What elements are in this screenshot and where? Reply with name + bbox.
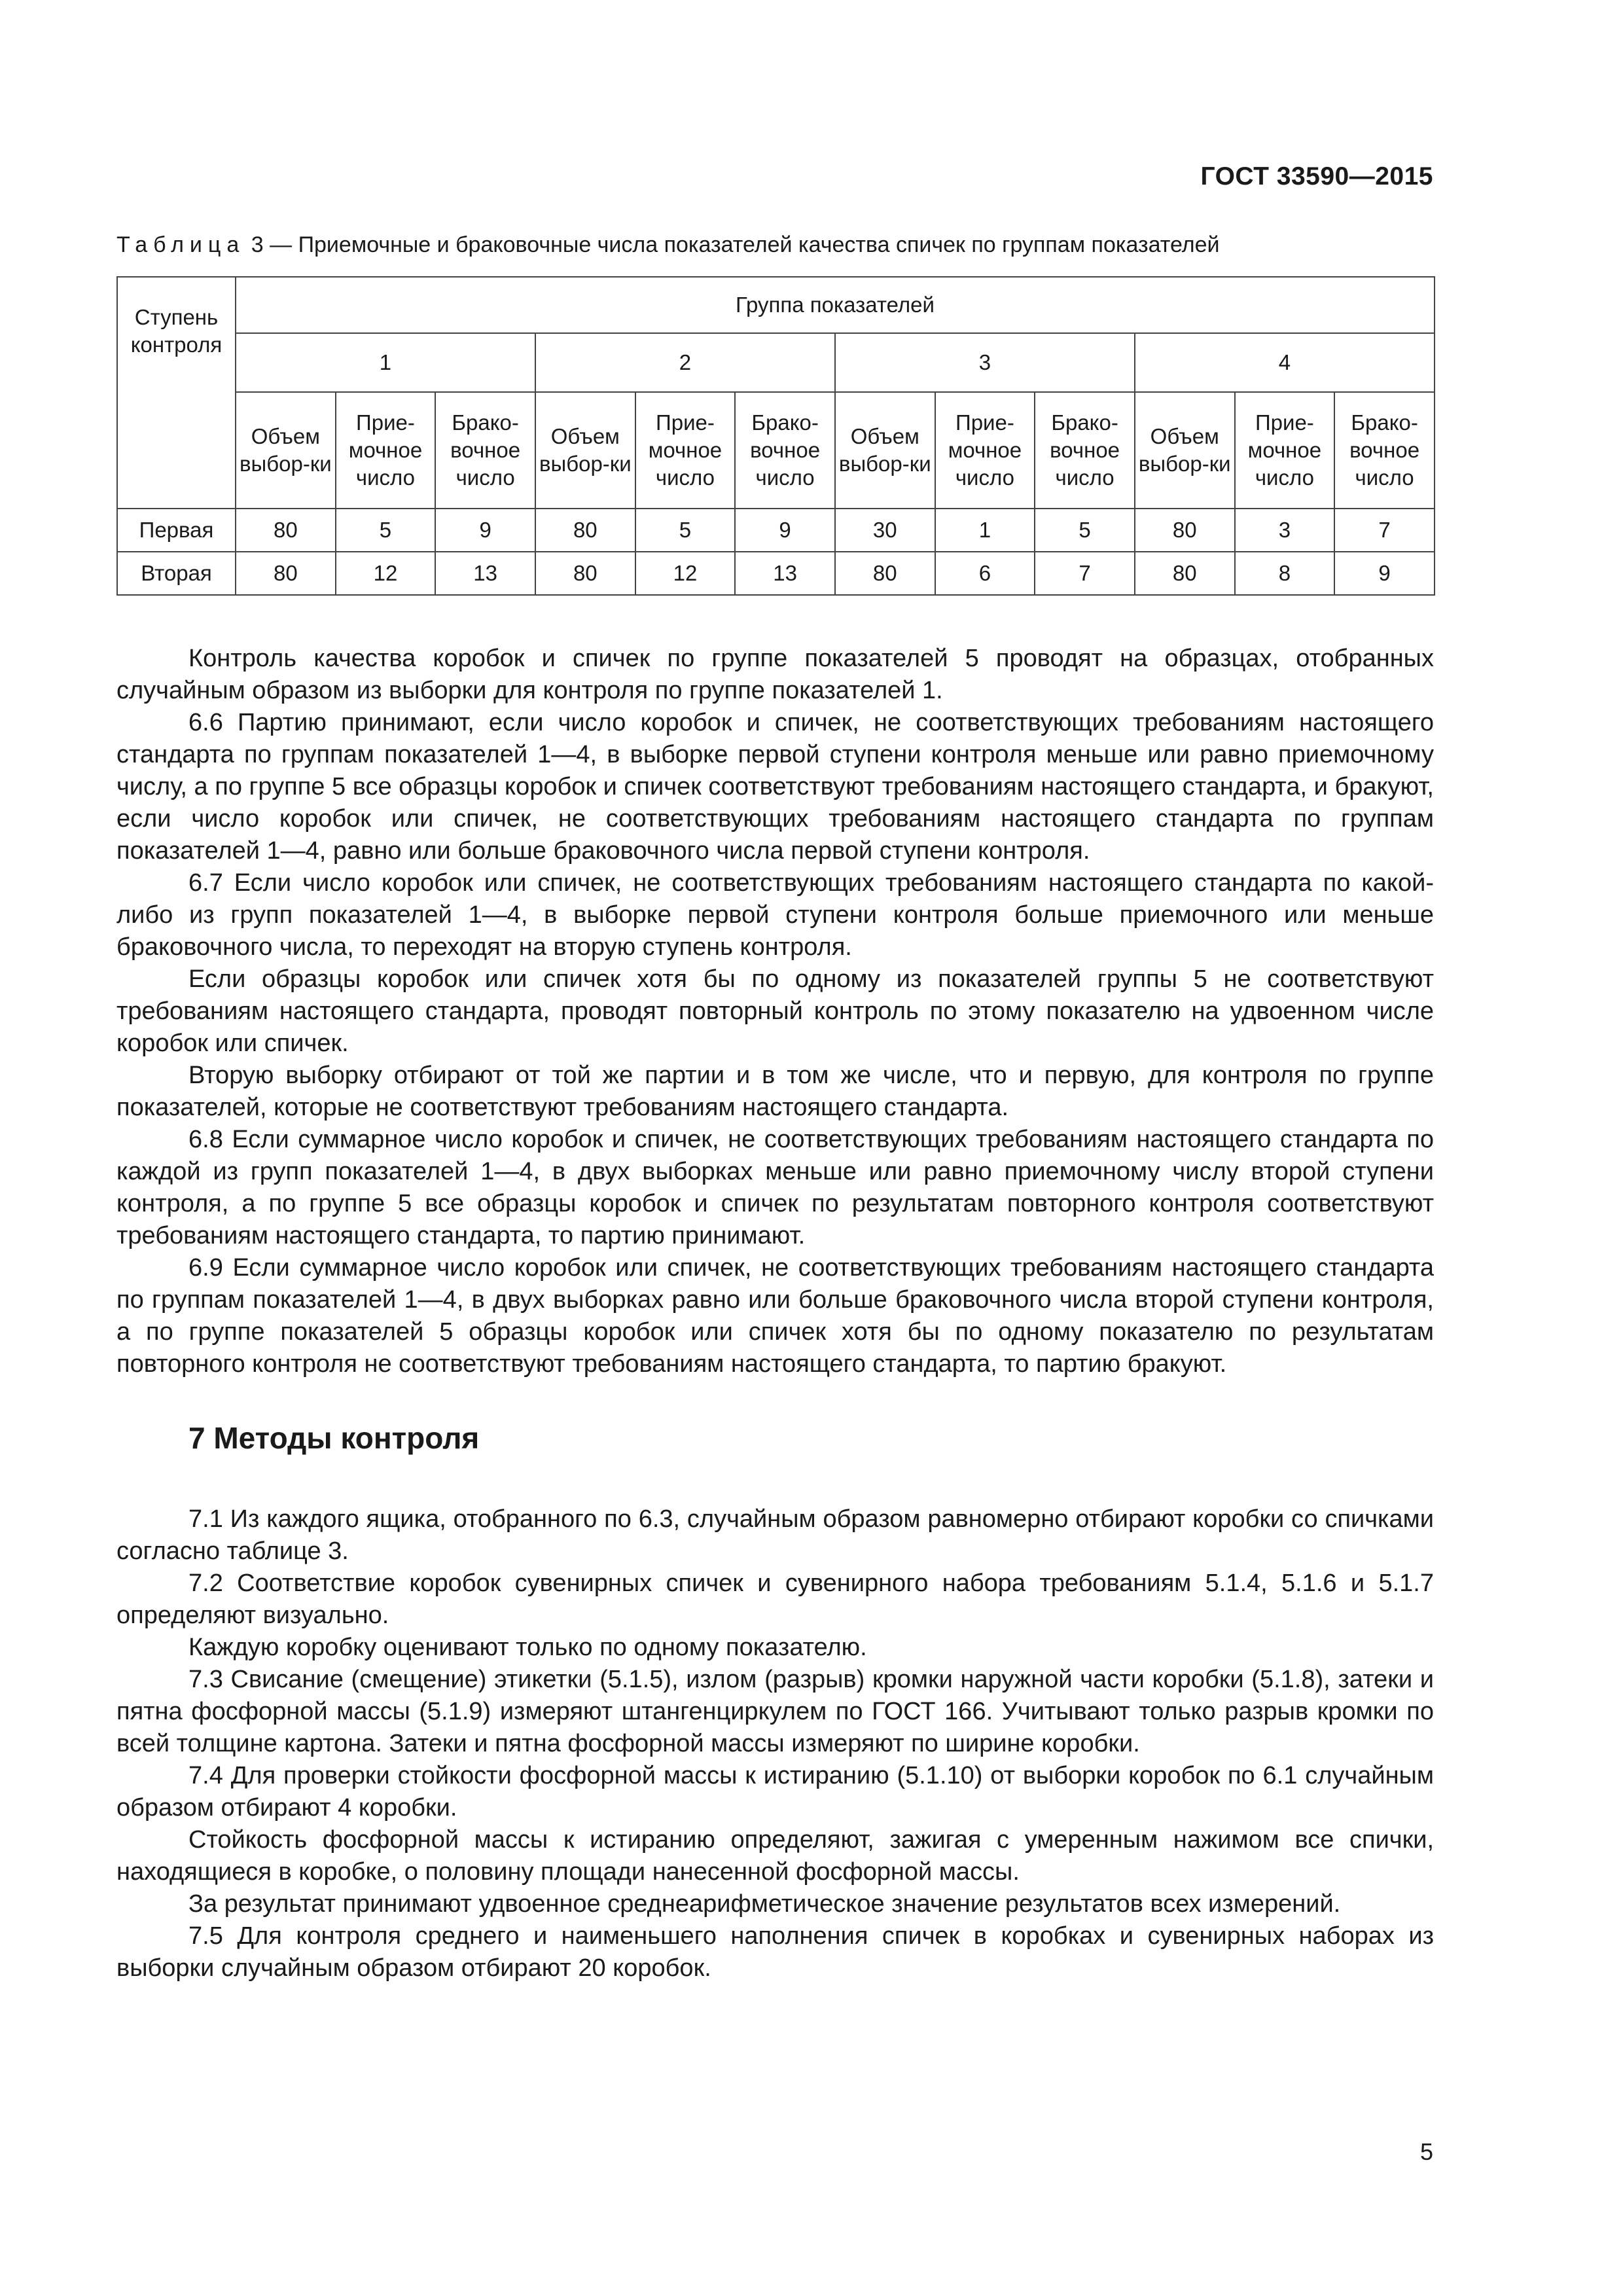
subheader-rejection-number: Брако-вочное число bbox=[735, 392, 835, 509]
group-number: 4 bbox=[1135, 333, 1435, 392]
subheader-rejection-number: Брако-вочное число bbox=[1334, 392, 1435, 509]
table-cell: 1 bbox=[935, 509, 1035, 552]
table-cell: 30 bbox=[835, 509, 935, 552]
group-number: 3 bbox=[835, 333, 1135, 392]
paragraph: Контроль качества коробок и спичек по группе показателей 5 проводят на образцах, отобранных случайным образом из выборки для контроля по группе показателей 1. bbox=[116, 645, 1434, 704]
paragraph-6-8: 6.8 Если суммарное число коробок и спичек, не соответствующих требованиям настоящего стандарта по каждой из групп показателей 1—4, в двух выборках меньше или равно приемочному числу второй ступени контроля, а по группе 5 все образцы коробок и спичек по результатам повторного контроля соответствуют требованиям настоящего стандарта, то партию принимают. bbox=[116, 1126, 1434, 1249]
paragraph: За результат принимают удвоенное среднеарифметическое значение результатов всех измерений. bbox=[188, 1890, 1341, 1918]
subheader-acceptance-number: Прие-мочное число bbox=[336, 392, 436, 509]
table-cell: 80 bbox=[835, 552, 935, 595]
table-row bbox=[117, 509, 1435, 552]
table-cell: 6 bbox=[935, 552, 1035, 595]
table-cell: 12 bbox=[336, 552, 436, 595]
table-cell: 13 bbox=[435, 552, 535, 595]
stage-cell: Вторая bbox=[117, 552, 236, 595]
subheader-sample-size: Объем выбор-ки bbox=[535, 392, 635, 509]
table-cell: 9 bbox=[1334, 552, 1435, 595]
group-number: 2 bbox=[535, 333, 835, 392]
body-text bbox=[116, 643, 1434, 1984]
table-cell: 80 bbox=[236, 509, 336, 552]
subheader-acceptance-number: Прие-мочное число bbox=[1235, 392, 1335, 509]
paragraph-6-7: 6.7 Если число коробок или спичек, не соответствующих требованиям настоящего стандарта по какой-либо из групп показателей 1—4, в выборке первой ступени контроля больше приемочного или меньше браковочного числа, то переходят на вторую ступень контроля. bbox=[116, 869, 1434, 961]
acceptance-table bbox=[116, 276, 1435, 596]
paragraph-7-2: 7.2 Соответствие коробок сувенирных спичек и сувенирного набора требованиям 5.1.4, 5.1.6 и 5.1.7 определяют визуально. bbox=[116, 1570, 1434, 1629]
group-header: Группа показателей bbox=[236, 277, 1435, 333]
subheader-rejection-number: Брако-вочное число bbox=[1035, 392, 1135, 509]
subheader-sample-size: Объем выбор-ки bbox=[236, 392, 336, 509]
table-cell: 80 bbox=[535, 552, 635, 595]
table-cell: 5 bbox=[635, 509, 736, 552]
section-title: 7 Методы контроля bbox=[188, 1421, 480, 1455]
table-caption-number: 3 bbox=[251, 232, 264, 257]
paragraph: Стойкость фосфорной массы к истиранию определяют, зажигая с умеренным нажимом все спички, находящиеся в коробке, о половину площади нанесенной фосфорной массы. bbox=[116, 1826, 1434, 1886]
table-cell: 5 bbox=[336, 509, 436, 552]
table-cell: 8 bbox=[1235, 552, 1335, 595]
table-cell: 9 bbox=[435, 509, 535, 552]
paragraph-7-4: 7.4 Для проверки стойкости фосфорной массы к истиранию (5.1.10) от выборки коробок по 6.1 случайным образом отбирают 4 коробки. bbox=[116, 1762, 1434, 1821]
table-cell: 9 bbox=[735, 509, 835, 552]
table-cell: 13 bbox=[735, 552, 835, 595]
subheader-acceptance-number: Прие-мочное число bbox=[635, 392, 736, 509]
table-cell: 80 bbox=[535, 509, 635, 552]
table-cell: 7 bbox=[1334, 509, 1435, 552]
table-cell: 12 bbox=[635, 552, 736, 595]
group-number: 1 bbox=[236, 333, 535, 392]
paragraph: Вторую выборку отбирают от той же партии и в том же числе, что и первую, для контроля по группе показателей, которые не соответствуют требованиям настоящего стандарта. bbox=[116, 1062, 1434, 1121]
subheader-rejection-number: Брако-вочное число bbox=[435, 392, 535, 509]
table-cell: 80 bbox=[1135, 509, 1235, 552]
subheader-sample-size: Объем выбор-ки bbox=[1135, 392, 1235, 509]
table-cell: 80 bbox=[236, 552, 336, 595]
subheader-acceptance-number: Прие-мочное число bbox=[935, 392, 1035, 509]
page-number: 5 bbox=[1419, 2138, 1433, 2165]
paragraph-6-9: 6.9 Если суммарное число коробок или спичек, не соответствующих требованиям настоящего стандарта по группам показателей 1—4, в двух выборках равно или больше браковочного числа второй ступени контроля, а по группе показателей 5 образцы коробок или спичек хотя бы по одному показателю по результатам повторного контроля не соответствуют требованиям настоящего стандарта, то партию бракуют. bbox=[116, 1254, 1434, 1378]
table-caption-label: Таблица bbox=[116, 232, 245, 257]
document-id: ГОСТ 33590—2015 bbox=[1200, 162, 1433, 190]
stage-cell: Первая bbox=[117, 509, 236, 552]
table-cell: 7 bbox=[1035, 552, 1135, 595]
stage-header: Ступень контроля bbox=[117, 277, 236, 509]
paragraph: Если образцы коробок или спичек хотя бы по одному из показателей группы 5 не соответствуют требованиям настоящего стандарта, проводят повторный контроль по этому показателю на удвоенном числе коробок или спичек. bbox=[116, 965, 1434, 1057]
table-cell: 80 bbox=[1135, 552, 1235, 595]
paragraph: Каждую коробку оценивают только по одному показателю. bbox=[188, 1634, 867, 1661]
table-row bbox=[117, 552, 1435, 595]
subheader-sample-size: Объем выбор-ки bbox=[835, 392, 935, 509]
table-caption-text: — Приемочные и браковочные числа показателей качества спичек по группам показателей bbox=[263, 232, 1220, 257]
table-cell: 3 bbox=[1235, 509, 1335, 552]
paragraph-6-6: 6.6 Партию принимают, если число коробок и спичек, не соответствующих требованиям настоящего стандарта по группам показателей 1—4, в выборке первой ступени контроля меньше или равно приемочному числу, а по группе 5 все образцы коробок и спичек соответствуют требованиям настоящего стандарта, и бракуют, если число коробок или спичек, не соответствующих требованиям настоящего стандарта по группам показателей 1—4, равно или больше браковочного числа первой ступени контроля. bbox=[116, 709, 1434, 865]
table-cell: 5 bbox=[1035, 509, 1135, 552]
paragraph-7-1: 7.1 Из каждого ящика, отобранного по 6.3, случайным образом равномерно отбирают коробки со спичками согласно таблице 3. bbox=[116, 1505, 1434, 1565]
table-caption bbox=[116, 232, 1220, 258]
paragraph-7-3: 7.3 Свисание (смещение) этикетки (5.1.5), излом (разрыв) кромки наружной части коробки (5.1.8), затеки и пятна фосфорной массы (5.1.9) измеряют штангенциркулем по ГОСТ 166. Учитывают только разрыв кромки по всей толщине картона. Затеки и пятна фосфорной массы измеряют по ширине коробки. bbox=[116, 1666, 1434, 1757]
paragraph-7-5: 7.5 Для контроля среднего и наименьшего наполнения спичек в коробках и сувенирных наборах из выборки случайным образом отбирают 20 коробок. bbox=[116, 1922, 1434, 1982]
